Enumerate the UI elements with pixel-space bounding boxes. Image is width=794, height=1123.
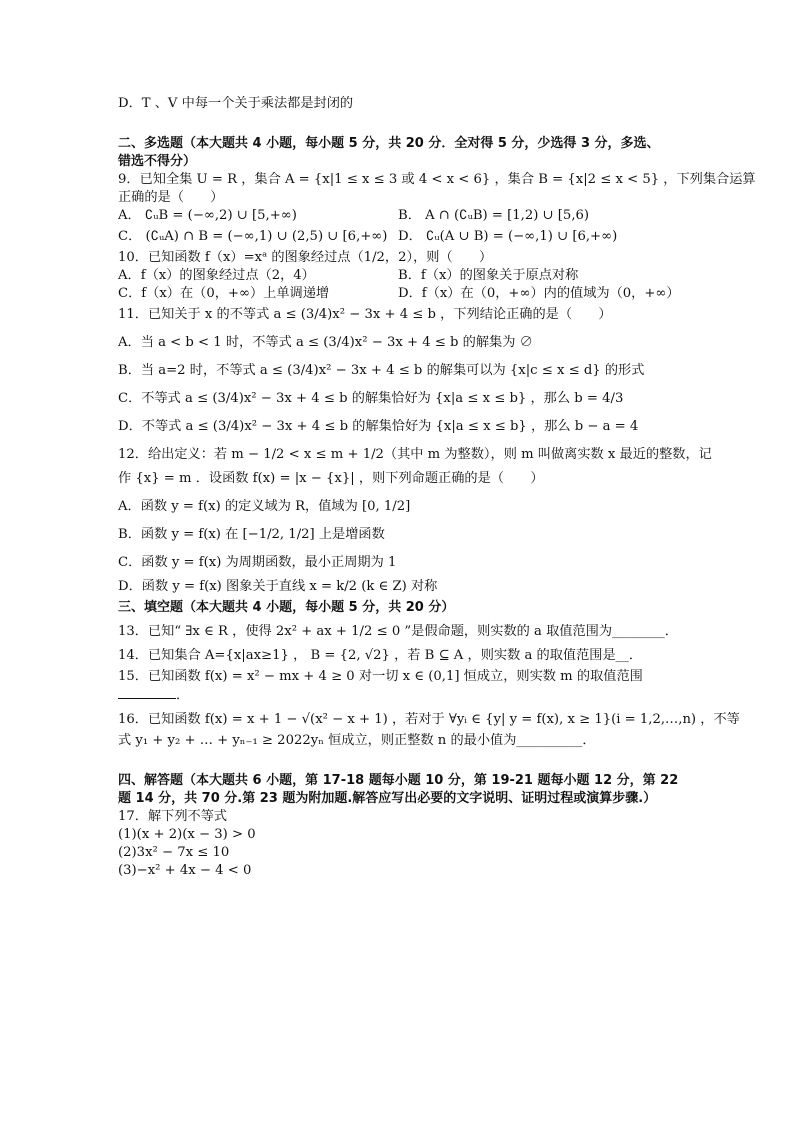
q9-option-d: D． ∁ᵤ(A ∪ B) = (−∞,1) ∪ [6,+∞) <box>398 229 618 244</box>
q11-option-d: D．不等式 a ≤ (3/4)x² − 3x + 4 ≤ b 的解集恰好为 {x|a ≤ x ≤ b} ，那么 b − a = 4 <box>118 419 639 434</box>
answer-blank <box>118 686 176 699</box>
q9-options-row2 <box>118 228 678 246</box>
q9-option-c: C． (∁ᵤA) ∩ B = (−∞,1) ∪ (2,5) ∪ [6,+∞) <box>118 229 388 244</box>
q17-part2: (2)3x² − 7x ≤ 10 <box>118 845 230 860</box>
q14-stem: 14．已知集合 A={x|ax≥1} ， B = {2, √2} ，若 B ⊆ A ，则实数 a 的取值范围是__． <box>118 648 643 663</box>
exam-page <box>118 95 756 880</box>
section2-title-line2: 错选不得分） <box>118 154 197 169</box>
section4-title-line2: 题 14 分，共 70 分.第 23 题为附加题.解答应写出必要的文字说明、证明过程或演算步骤.） <box>118 791 657 806</box>
q9-stem-line2: 正确的是（ ） <box>118 190 224 205</box>
section3-title: 三、填空题（本大题共 4 小题，每小题 5 分，共 20 分） <box>118 600 455 615</box>
q9-stem-line1: 9．已知全集 U = R ，集合 A = {x|1 ≤ x ≤ 3 或 4 < x < 6} ，集合 B = {x|2 ≤ x < 5} ，下列集合运算 <box>118 172 756 187</box>
section4-title-line1: 四、解答题（本大题共 6 小题，第 17-18 题每小题 10 分，第 19-21 题每小题 12 分，第 22 <box>118 773 679 788</box>
q12-stem-line2: 作 {x} = m ．设函数 f(x) = |x − {x}| ，则下列命题正确的是（ ） <box>118 471 544 486</box>
q16-stem-line1: 16．已知函数 f(x) = x + 1 − √(x² − x + 1) ，若对于 ∀yᵢ ∈ {y| y = f(x), x ≥ 1}(i = 1,2,…,n) ，不等 <box>118 712 740 727</box>
q17-part3: (3)−x² + 4x − 4 < 0 <box>118 863 252 878</box>
q11-option-a: A．当 a < b < 1 时，不等式 a ≤ (3/4)x² − 3x + 4 ≤ b 的解集为 ∅ <box>118 335 533 350</box>
q9-option-a: A． ∁ᵤB = (−∞,2) ∪ [5,+∞) <box>118 208 297 223</box>
q12-option-a: A．函数 y = f(x) 的定义域为 R，值域为 [0, 1/2] <box>118 499 411 514</box>
q12-stem-line1: 12．给出定义：若 m − 1/2 < x ≤ m + 1/2（其中 m 为整数），则 m 叫做离实数 x 最近的整数，记 <box>118 447 712 462</box>
q17-part1: (1)(x + 2)(x − 3) > 0 <box>118 827 256 842</box>
section2-title-line1: 二、多选题（本大题共 4 小题，每小题 5 分，共 20 分．全对得 5 分，少选得 3 分，多选、 <box>118 136 660 151</box>
q15-stem-tail: ． <box>176 688 190 703</box>
q8-option-d: D．T 、V 中每一个关于乘法都是封闭的 <box>118 96 354 111</box>
q17-stem: 17．解下列不等式 <box>118 809 228 824</box>
q11-option-b: B．当 a=2 时，不等式 a ≤ (3/4)x² − 3x + 4 ≤ b 的解集可以为 {x|c ≤ x ≤ d} 的形式 <box>118 363 645 378</box>
q11-stem: 11．已知关于 x 的不等式 a ≤ (3/4)x² − 3x + 4 ≤ b ，下列结论正确的是（ ） <box>118 307 612 322</box>
q9-options-row1 <box>118 207 678 225</box>
q10-option-d: D．f（x）在（0，+∞）内的值域为（0，+∞） <box>398 286 680 301</box>
q15-stem-line1: 15．已知函数 f(x) = x² − mx + 4 ≥ 0 对一切 x ∈ (0,1] 恒成立，则实数 m 的取值范围 <box>118 669 643 684</box>
q10-stem: 10．已知函数 f（x）=xᵃ 的图象经过点（1/2，2），则（ ） <box>118 250 493 265</box>
q12-option-c: C．函数 y = f(x) 为周期函数，最小正周期为 1 <box>118 555 397 570</box>
q10-option-c: C．f（x）在（0，+∞）上单调递增 <box>118 286 330 301</box>
q10-options-row2 <box>118 285 678 303</box>
q9-option-b: B． A ∩ (∁ᵤB) = [1,2) ∪ [5,6) <box>398 208 590 223</box>
q10-options-row1 <box>118 267 678 285</box>
q15-stem-line2 <box>118 686 678 705</box>
q10-option-b: B．f（x）的图象关于原点对称 <box>398 268 579 283</box>
q16-stem-line2: 式 y₁ + y₂ + … + yₙ₋₁ ≥ 2022yₙ 恒成立，则正整数 n 的最小值为__________． <box>118 733 596 748</box>
q12-option-d: D．函数 y = f(x) 图象关于直线 x = k/2 (k ∈ Z) 对称 <box>118 579 438 594</box>
q13-stem: 13．已知“ ∃x ∈ R ，使得 2x² + ax + 1/2 ≤ 0 ”是假命题，则实数的 a 取值范围为________． <box>118 624 678 639</box>
q10-option-a: A．f（x）的图象经过点（2，4） <box>118 268 315 283</box>
q11-option-c: C．不等式 a ≤ (3/4)x² − 3x + 4 ≤ b 的解集恰好为 {x|a ≤ x ≤ b} ，那么 b = 4/3 <box>118 391 624 406</box>
q12-option-b: B．函数 y = f(x) 在 [−1/2, 1/2] 上是增函数 <box>118 527 385 542</box>
